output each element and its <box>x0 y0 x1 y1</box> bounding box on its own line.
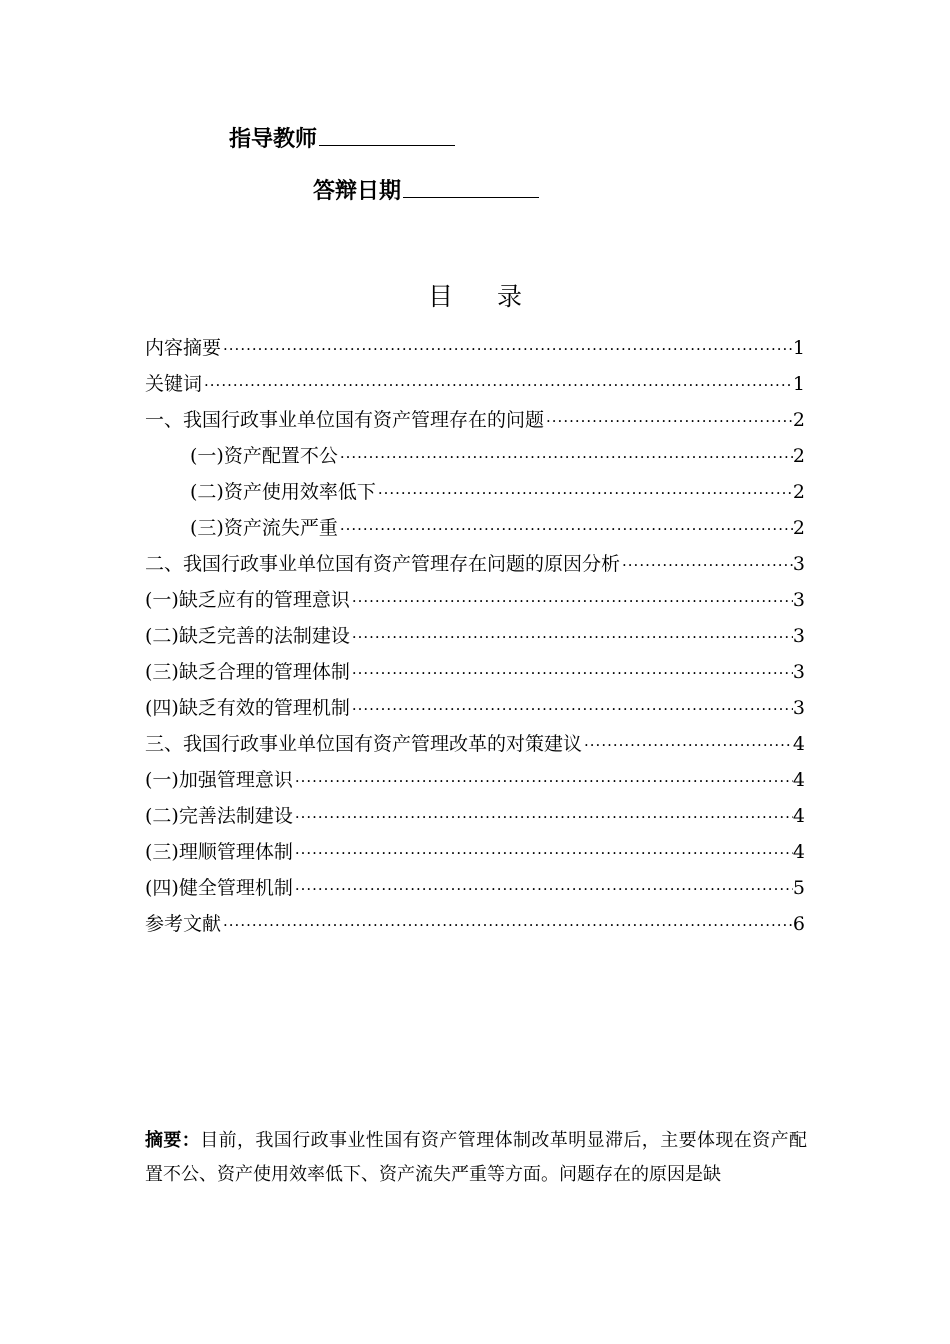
toc-entry-page: 4 <box>792 733 805 755</box>
toc-leader-dots <box>350 691 793 727</box>
defense-date-label: 答辩日期 <box>313 179 402 204</box>
toc-entry-text: (四)健全管理机制 <box>145 877 293 899</box>
toc-entry-page: 3 <box>792 553 805 575</box>
toc-entry[interactable] <box>145 726 805 762</box>
toc-entry-page: 2 <box>792 409 805 431</box>
toc-entry[interactable] <box>145 798 805 834</box>
toc-leader-dots <box>221 907 793 943</box>
toc-entry-text: (三)缺乏合理的管理体制 <box>145 661 350 683</box>
defense-date-blank-line <box>403 175 539 198</box>
toc-entry-text: 内容摘要 <box>145 337 222 359</box>
toc-entry-text: (三)理顺管理体制 <box>145 841 293 863</box>
toc-leader-dots <box>338 511 793 547</box>
toc-entry[interactable] <box>145 474 805 510</box>
toc-entry[interactable] <box>145 330 805 366</box>
toc-entry-page: 3 <box>792 661 805 683</box>
toc-entry[interactable] <box>145 582 805 618</box>
abstract-text: 目前，我国行政事业性国有资产管理体制改革明显滞后，主要体现在资产配置不公、资产使用效率低下、资产流失严重等方面。问题存在的原因是缺 <box>145 1130 807 1185</box>
advisor-blank-line <box>319 123 455 146</box>
toc-entry-text: (三)资产流失严重 <box>190 517 338 539</box>
toc-entry[interactable] <box>145 762 805 798</box>
toc-entry[interactable] <box>145 402 805 438</box>
toc-entry-text: 参考文献 <box>145 913 222 935</box>
toc-entry[interactable] <box>145 906 805 942</box>
toc-entry-text: (二)缺乏完善的法制建设 <box>145 625 350 647</box>
toc-leader-dots <box>293 763 793 799</box>
advisor-field <box>229 123 455 155</box>
toc-entry-text: 三、我国行政事业单位国有资产管理改革的对策建议 <box>145 733 583 755</box>
toc-entry-text: (四)缺乏有效的管理机制 <box>145 697 350 719</box>
toc-entry-text: (二)完善法制建设 <box>145 805 293 827</box>
toc-entry[interactable] <box>145 546 805 582</box>
toc-title-char-2: 录 <box>497 282 523 311</box>
toc-entry-text: (一)资产配置不公 <box>190 445 338 467</box>
toc-entry-page: 6 <box>792 913 805 935</box>
toc-entry-page: 2 <box>792 481 805 503</box>
toc-entry-page: 4 <box>792 805 805 827</box>
table-of-contents <box>145 330 805 942</box>
toc-entry-text: (二)资产使用效率低下 <box>190 481 376 503</box>
toc-entry[interactable] <box>145 690 805 726</box>
toc-entry-page: 2 <box>792 517 805 539</box>
toc-entry-text: 二、我国行政事业单位国有资产管理存在问题的原因分析 <box>145 553 621 575</box>
toc-leader-dots <box>582 727 793 763</box>
abstract-paragraph <box>145 1124 807 1192</box>
toc-entry-text: (一)加强管理意识 <box>145 769 293 791</box>
toc-leader-dots <box>376 475 793 511</box>
toc-entry-page: 1 <box>792 373 805 395</box>
toc-entry-text: 关键词 <box>145 373 203 395</box>
toc-leader-dots <box>350 655 793 691</box>
toc-entry[interactable] <box>145 510 805 546</box>
toc-entry[interactable] <box>145 366 805 402</box>
toc-entry-page: 5 <box>792 877 805 899</box>
toc-entry[interactable] <box>145 618 805 654</box>
toc-entry[interactable] <box>145 654 805 690</box>
toc-leader-dots <box>350 619 793 655</box>
toc-leader-dots <box>202 367 793 403</box>
toc-leader-dots <box>544 403 793 439</box>
toc-leader-dots <box>293 799 793 835</box>
defense-date-field <box>313 175 539 207</box>
toc-leader-dots <box>293 835 793 871</box>
toc-entry[interactable] <box>145 834 805 870</box>
advisor-label: 指导教师 <box>229 127 318 152</box>
toc-title-char-1: 目 <box>427 282 453 311</box>
toc-entry[interactable] <box>145 438 805 474</box>
abstract-label: 摘要： <box>145 1130 201 1151</box>
toc-entry-page: 3 <box>792 589 805 611</box>
toc-entry-text: 一、我国行政事业单位国有资产管理存在的问题 <box>145 409 545 431</box>
toc-leader-dots <box>350 583 793 619</box>
toc-entry[interactable] <box>145 870 805 906</box>
toc-entry-text: (一)缺乏应有的管理意识 <box>145 589 350 611</box>
toc-entry-page: 4 <box>792 841 805 863</box>
toc-leader-dots <box>338 439 793 475</box>
toc-leader-dots <box>221 331 793 367</box>
toc-entry-page: 3 <box>792 697 805 719</box>
toc-entry-page: 1 <box>792 337 805 359</box>
toc-entry-page: 3 <box>792 625 805 647</box>
toc-entry-page: 2 <box>792 445 805 467</box>
toc-leader-dots <box>293 871 793 907</box>
toc-leader-dots <box>620 547 793 583</box>
toc-entry-page: 4 <box>792 769 805 791</box>
toc-title <box>0 282 950 312</box>
